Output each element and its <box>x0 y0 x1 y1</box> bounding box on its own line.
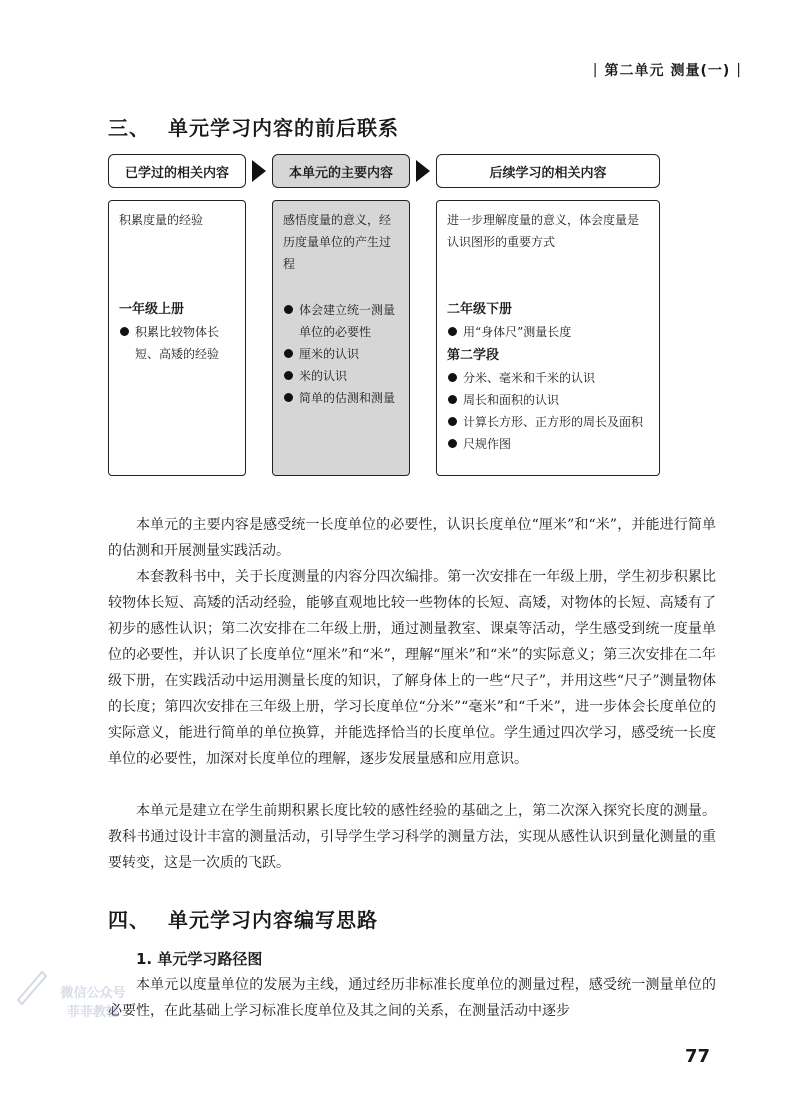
list-item: 周长和面积的认识 <box>447 389 649 411</box>
flow-label-prior: 已学过的相关内容 <box>124 165 229 181</box>
list-item: 厘米的认识 <box>283 343 399 365</box>
page-number: 77 <box>684 1046 710 1067</box>
flow-box-current <box>272 154 410 188</box>
grade-label: 一年级上册 <box>119 302 185 317</box>
watermark-line-1: 微信公众号 <box>60 986 126 1001</box>
paragraph: 本单元以度量单位的发展为主线，通过经历非标准长度单位的测量过程，感受统一测量单位的必要性，在此基础上学习标准长度单位及其之间的关系，在测量活动中逐步 <box>108 977 716 1019</box>
running-header <box>593 60 742 80</box>
section-title: 单元学习内容的前后联系 <box>168 116 399 140</box>
list-item: 简单的估测和测量 <box>283 387 399 409</box>
list-item: 积累比较物体长短、高矮的经验 <box>119 321 235 365</box>
paragraph: 本单元的主要内容是感受统一长度单位的必要性，认识长度单位“厘米”和“米”，并能进行简单的估测和开展测量实践活动。 <box>108 517 716 559</box>
header-divider: | <box>736 62 742 78</box>
section-number: 四、 <box>108 908 150 932</box>
subsection-title: 1. 单元学习路径图 <box>136 950 263 968</box>
list-item: 用“身体尺”测量长度 <box>447 321 649 343</box>
future-list-2 <box>447 367 649 455</box>
prior-content-box <box>108 200 246 476</box>
section-number: 三、 <box>108 116 150 140</box>
future-list-1 <box>447 321 649 343</box>
header-unit: 第二单元 <box>604 63 665 79</box>
prior-intro: 积累度量的经验 <box>119 213 204 227</box>
flow-label-future: 后续学习的相关内容 <box>489 165 607 181</box>
grade-label: 二年级下册 <box>447 302 513 317</box>
flow-box-future <box>436 154 660 188</box>
arrow-right-icon <box>416 160 430 182</box>
list-item: 计算长方形、正方形的周长及面积 <box>447 411 649 433</box>
list-item: 分米、毫米和千米的认识 <box>447 367 649 389</box>
watermark <box>20 968 150 1032</box>
list-item: 尺规作图 <box>447 433 649 455</box>
header-divider: | <box>592 62 599 78</box>
grade-label: 第二学段 <box>447 348 500 363</box>
paragraph: 本单元是建立在学生前期积累长度比较的感性经验的基础之上，第二次深入探究长度的测量。教科书通过设计丰富的测量活动，引导学生学习科学的测量方法，实现从感性认识到量化测量的重要转变，这是一次质的飞跃。 <box>108 803 716 871</box>
future-content-box <box>436 200 660 476</box>
section-title: 单元学习内容编写思路 <box>168 908 378 932</box>
flow-label-current: 本单元的主要内容 <box>288 165 393 181</box>
current-list <box>283 299 399 409</box>
section-4-heading <box>108 904 378 933</box>
list-item: 体会建立统一测量单位的必要性 <box>283 299 399 343</box>
prior-list <box>119 321 235 365</box>
current-intro: 感悟度量的意义，经历度量单位的产生过程 <box>283 213 392 271</box>
section-3-heading <box>108 112 399 141</box>
paragraph: 本套教科书中，关于长度测量的内容分四次编排。第一次安排在一年级上册，学生初步积累比较物体长短、高矮的活动经验，能够直观地比较一些物体的长短、高矮，对物体的长短、高矮有了初步的感性认识；第二次安排在二年级上册，通过测量教室、课桌等活动，学生感受到统一度量单位的必要性，并认识了长度单位“厘米”和“米”，理解“厘米”和“米”的实际意义；第三次安排在二年级下册，在实践活动中运用测量长度的知识，了解身体上的一些“尺子”，并用这些“尺子”测量物体的长度；第四次安排在三年级上册，学习长度单位“分米”“毫米”和“千米”，进一步体会长度单位的实际意义，能进行简单的单位换算，并能选择恰当的长度单位。学生通过四次学习，感受统一长度单位的必要性，加深对长度单位的理解，逐步发展量感和应用意识。 <box>108 569 716 767</box>
future-intro: 进一步理解度量的意义，体会度量是认识图形的重要方式 <box>447 213 640 249</box>
arrow-right-icon <box>252 160 266 182</box>
flow-box-prior <box>108 154 246 188</box>
list-item: 米的认识 <box>283 365 399 387</box>
watermark-line-2: 菲菲教辅 <box>66 1005 119 1020</box>
current-content-box <box>272 200 410 476</box>
header-topic: 测量(一) <box>670 63 731 79</box>
